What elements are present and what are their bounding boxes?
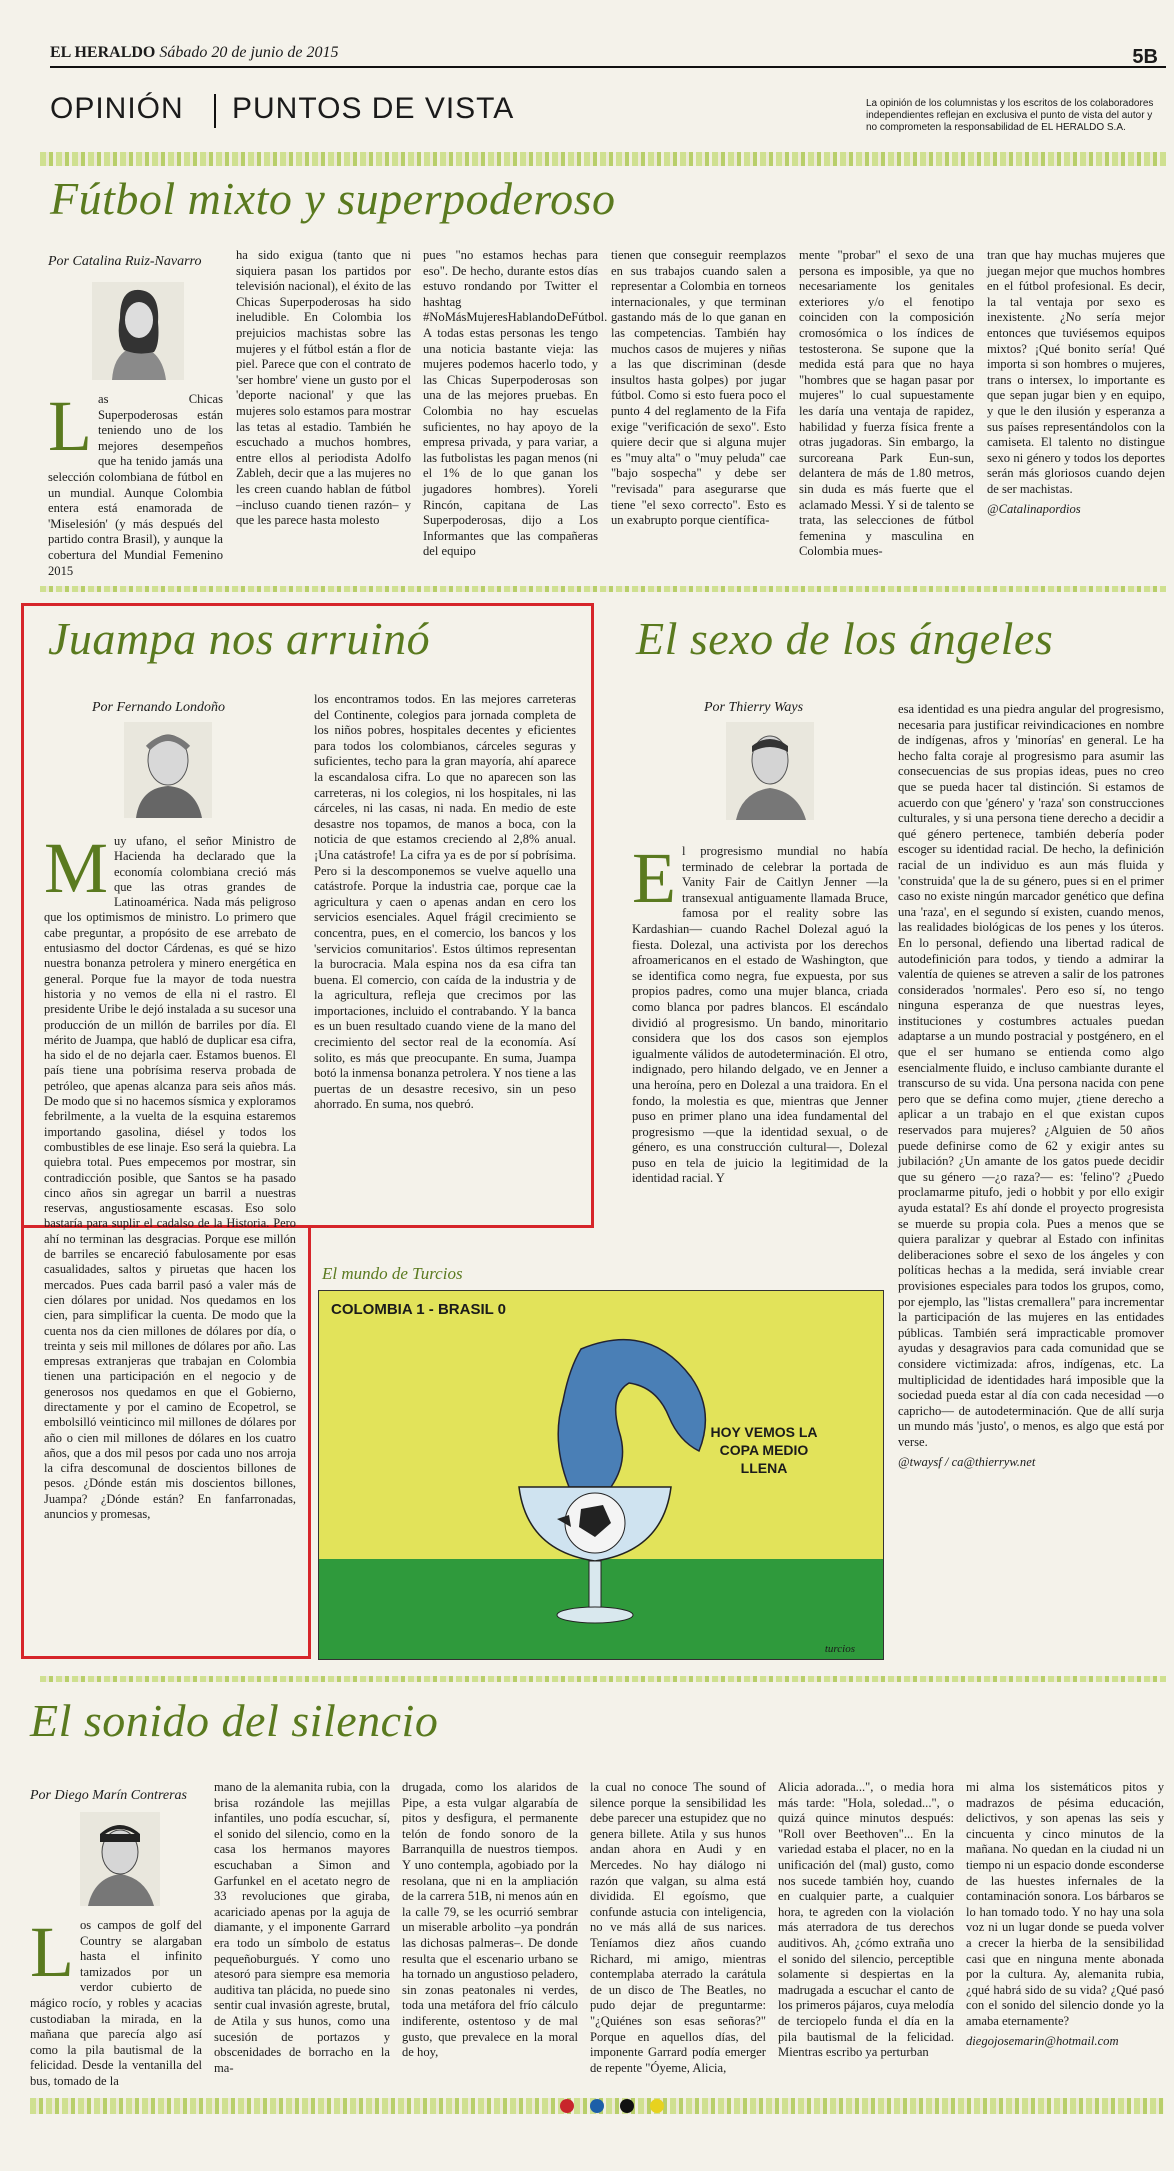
- page-number: 5B: [1132, 46, 1158, 68]
- article2-column-2: los encontramos todos. En las mejores carreteras del Continente, colegios para jornada completa de los niños pobres, hospitales decentes y eficientes para todos los colombianos, cárceles seguras y suficientes, techo para la gran mayoría, ahí aparece la escandalosa cifra. Lo que no aparecen son las carreteras, ni los colegios, ni los hospitales, ni las cárceles, ni las casas, ni nada. En medio de este desastre nos topamos, de manos a boca, con la noticia de que estamos creciendo al 2,8% anual. ¡Una catástrofe! La cifra ya es de por sí pobrísima. Pero si la descomponemos se vuelve aquello una catástrofe. Porque la industria cae, porque cae la agricultura y caen o apenas andan en cero los servicios esenciales. Aquel frágil crecimiento se concentra, pues, en el comercio, los bancos y los 'servicios comunitarios'. Estos últimos representan la burocracia. Mala espina nos da esa cifra tan buena. El comercio, con caída de la industria y de la agricultura, refleja que crecimos por las importaciones, incluido el contrabando. Y la banca es un buen resultado cuando viene de la mano del crecimiento del sector real de la economía. Así solito, es más que preocupante. En suma, Juampa botó la inmensa bonanza petrolera. Y nos tiene a las puertas de un desastre recesivo, sin un peso ahorrado. En suma, nos quebró.: [314, 692, 576, 1112]
- author-photo-londono: [124, 722, 212, 818]
- subsection-title: PUNTOS DE VISTA: [232, 92, 515, 125]
- article4-headline: El sonido del silencio: [30, 1695, 439, 1746]
- article1-column-5: mente "probar" el sexo de una persona es imposible, ya que no necesariamente los genitales exteriores y/o el fenotipo coinciden con la composición cromosómica o los índices de testosterona. Se supone que la medida está para que no haya "hombres que se hagan pasar por mujeres" lo cual supuestamente les daría una ventaja de rapidez, habilidad y fuerza física frente a otras jugadoras. Sin embargo, la surcoreana Park Eun-sun, delantera de más de 1.80 metros, sin duda es más fuerte que el aclamado Messi. Y si de talento se trata, las selecciones de fútbol femenina y masculina en Colombia mues-: [799, 248, 974, 559]
- article2-byline: Por Fernando Londoño: [92, 700, 225, 715]
- article4-column-3: drugada, como los alaridos de Pipe, a esta vulgar algarabía de pitos y desfigura, el permanente telón de fondo sonoro de la Barranquilla de nuestros tiempos. Y uno contempla, agobiado por la resolana, que ni en la ampliación de la carrera 51B, ni menos aún en la calle 79, se les ocurrió sembrar un miserable arbolito –ya pondrán las dichosas palmeras–. De donde resulta que el escenario urbano se ha tornado un angustioso peladero, sin zonas peatonales ni verdes, toda una metáfora del frío cálculo indiferente, ostentoso y de mal gusto, que prevalece en la moral de hoy,: [402, 1780, 578, 2060]
- article1-byline: Por Catalina Ruiz-Navarro: [48, 254, 202, 269]
- article4-column-6: [966, 1780, 1164, 2049]
- paper-name: EL HERALDO: [50, 44, 156, 61]
- column-text: uy ufano, el señor Ministro de Hacienda ha declarado que la economía colombiana creció más que las otras grandes de Latinoamérica. Nada más peligroso que los optimismos de ministro. Lo primero que cabe preguntar, a propósito de ese arrebato de entusiasmo del doctor Cárdenas, es qué se hizo nuestra bonanza petrolera y minero energética en general. Porque fue la mayor de toda nuestra historia y no vemos de ella ni el rastro. El presidente Uribe le dejó instalada a su sucesor una producción de un millón de barriles por día. El mérito de Juampa, que habló de duplicar esa cifra, ha sido el de no dejarla caer. Estamos buenos. El país tiene una pobrísima reserva probada de petróleo, que apenas alcanza para seis años más. De modo que si no hacemos sísmica y exploramos febrilmente, a la vuelta de la esquina estaremos importando gasolina, diésel y todos los combustibles de ese linaje. Eso será la quiebra. La quiebra total. Pues empecemos por mostrar, sin contradicción posible, que Santos se ha pasado cinco años sin agregar un barril a nuestras reservas, angustiosamente escasas. Eso solo bastaría para suplir el cadalso de la Historia. Pero ahí no terminan las desgracias. Porque ese millón de barriles se encareció fabulosamente por esas casualidades, saltos y piruetas que hacen los mercados. Pues cada barril pasó a valer más de cien dólares por unidad. Nos quedamos en los cien, para simplificar la cuenta. De modo que la cuenta nos da cien millones de dólares por día, o treinta y seis mil millones de dólares por año. Las empresas extranjeras que trabajan en Colombia tienen una participación en el negocio y de generosos nos quedamos en que el Gobierno, directamente y por el camino de Ecopetrol, se embolsilló veinticinco mil millones de dólares por año o cien mil millones de dólares en los cuatro años, que a dos mil pesos por cada uno nos arroja la cifra descomunal de doscientos billones de pesos. ¿Dónde están mis doscientos billones, Juampa? ¿Dónde están? En fanfarronadas, anuncios y promesas,: [44, 834, 296, 1522]
- divider-stripe-1: [40, 586, 1166, 592]
- article3-signature: @twaysf / ca@thierryw.net: [898, 1454, 1036, 1469]
- header-stripe: [40, 152, 1166, 166]
- issue-date: Sábado 20 de junio de 2015: [159, 44, 339, 61]
- article4-signature: diegojosemarin@hotmail.com: [966, 2033, 1119, 2048]
- author-photo-marin: [80, 1812, 160, 1906]
- article4-byline: Por Diego Marín Contreras: [30, 1788, 187, 1803]
- masthead-paper-date: [50, 44, 338, 62]
- author-photo-ways: [726, 722, 814, 820]
- article2-headline: Juampa nos arruinó: [48, 613, 431, 664]
- dropcap: E: [632, 838, 676, 918]
- cartoon-signature: turcios: [824, 1643, 855, 1655]
- article3-headline: El sexo de los ángeles: [636, 613, 1054, 664]
- dropcap: L: [48, 386, 92, 466]
- author-photo-ruiz-navarro: [92, 282, 184, 380]
- column-text: tran que hay muchas mujeres que juegan mejor que muchos hombres en el fútbol profesional. Es decir, la tal ventaja por sexo es inexistente. ¿No sería mejor entonces que tuviésemos equipos mixtos? ¡Qué bonito sería! Qué importa si son hombres o mujeres, trans o intersex, lo importante es que sepan jugar bien y en equipo, y que le den ilusión y esperanza a sus países representándolos con la camiseta. El talento no distingue sexo ni género y todos los deportes serán más gloriosos cuando dejen de ser machistas.: [987, 248, 1165, 496]
- section-title: OPINIÓN: [50, 92, 184, 125]
- disclaimer: La opinión de los columnistas y los escritos de los colaboradores independientes reflejan en exclusiva el punto de vista del autor y no comprometen la responsabilidad de EL HERALDO S.A.: [866, 98, 1154, 133]
- dropcap: M: [44, 828, 109, 908]
- article3-column-1: [632, 838, 888, 1187]
- cartoon-panel: [318, 1290, 884, 1660]
- column-text: mi alma los sistemáticos pitos y madrazos de pésima educación, delictivos, y son apenas las seis y cincuenta y cinco minutos de la mañana. No quedan en la ciudad ni un tiempo ni un espacio donde esconderse de las huestes infernales de la contaminación sonora. Los bárbaros se lo han tomado todo. Y no hay una sola voz ni un lugar donde se pueda volver a crecer la hierba de la sensibilidad casi que en ninguna mente abonada por la cultura. Ay, alemanita rubia, ¿qué habrá sido de su vida? ¿Qué pasó con el sonido del silencio donde yo la amaba eternamente?: [966, 1780, 1164, 2028]
- cartoon-caption: HOY VEMOS LA COPA MEDIO LLENA: [710, 1424, 818, 1476]
- article1-column-2: ha sido exigua (tanto que ni siquiera pasan los partidos por televisión nacional), el éxito de las Chicas Superpoderosas ha sido ineludible. En Colombia los prejuicios machistas sobre las mujeres y el fútbol están a flor de piel. Parece que con el contrato de 'ser hombre' viene un gusto por el 'deporte nacional' y que las mujeres solo estamos para mostrar las tetas al estadio. También he escuchado a muchos hombres, entre ellos al periodista Adolfo Zableh, decir que a las mujeres no les creen cuando hablan de fútbol –incluso cuando tienen razón– y que les parece hasta molesto: [236, 248, 411, 528]
- article3-byline: Por Thierry Ways: [704, 700, 804, 715]
- article3-column-2: [898, 702, 1164, 1470]
- article4-column-4: la cual no conoce The sound of silence porque la sensibilidad les debe parecer una estupidez que no genera billete. Atila y sus hunos andan ahora en Audi y en Mercedes. No hay diálogo ni razón que valgan, su alma está dividida. El egoísmo, que confunde astucia con inteligencia, no ve más allá de sus narices. Teníamos diez años cuando Richard, mi amigo, mientras contemplaba aterrado la carátula de un disco de The Beatles, no pudo dejar de preguntarme: "¿Quiénes son esas señoras?" Porque en aquellos días, del imponente Garrard podía emerger de repente "Óyeme, Alicia,: [590, 1780, 766, 2075]
- cartoon-score: COLOMBIA 1 - BRASIL 0: [331, 1301, 507, 1318]
- article2-column-1: [44, 828, 296, 1522]
- article4-column-1: [30, 1912, 202, 2090]
- registration-mark-yellow: [650, 2099, 664, 2113]
- masthead-rule: [50, 66, 1166, 68]
- article1-headline: Fútbol mixto y superpoderoso: [50, 173, 616, 224]
- registration-mark-black: [620, 2099, 634, 2113]
- article1-column-6: [987, 248, 1165, 517]
- section-divider: [214, 94, 216, 128]
- column-text: l progresismo mundial no había terminado de celebrar la portada de Vanity Fair de Caitlyn Jenner —la transexual antiguamente llamada Bruce, famosa por el reality sobre las Kardashian— cuando Rachel Dolezal aguó la fiesta. Dolezal, una activista por los derechos afroamericanos en el estado de Washington, que se identifica como negra, fue expuesta, por sus propios padres, como una mujer blanca, criada como blanca por padres blancos. El escándalo dividió al progresismo. Un bando, minoritario considera que los dos casos son ejemplos igualmente válidos de autodeterminación. El otro, indignado, pero hilando delgado, ve en Jenner a una heroína, pero en Dolezal a una traidora. En el fondo, la molestia es que, mientras que Jenner puso en primer plano una idea fundamental del progresismo —que la identidad sexual, o de género, es una construcción cultural—, Dolezal puso en tela de juicio la legitimidad de la identidad racial. Y: [632, 844, 888, 1186]
- article1-signature: @Catalinapordios: [987, 501, 1081, 516]
- article1-column-1: [48, 386, 223, 579]
- registration-mark-red: [560, 2099, 574, 2113]
- article4-column-5: Alicia adorada...", o media hora más tarde: "Hola, soledad...", o quizá quince minutos después: "Roll over Beethoven"... En la variedad estaba el placer, no en la unificación del (mal) gusto, como nos sucede también hoy, cuando en cualquier parte, a cualquier hora, te agreden con la violación más aterradora de tus derechos auditivos. Ah, ¿cómo extraña uno el sonido del silencio, perceptible solamente si despiertas en la madrugada a escuchar el canto de los primeros pájaros, cuya melodía de terciopelo funda el día en la pila bautismal de la felicidad. Mientras escribo ya perturban: [778, 1780, 954, 2060]
- column-text: as Chicas Superpoderosas están teniendo uno de los mejores desempeños que ha tenido jamás una selección colombiana de fútbol en un mundial. Aunque Colombia entera está enamorada de 'Miselesión' (y más después del partido contra Brasil), y aunque la cobertura del Mundial Femenino 2015: [48, 392, 223, 578]
- article4-column-2: mano de la alemanita rubia, con la brisa rozándole las mejillas infantiles, uno podía escuchar, sí, el sonido del silencio, como en la casa los hermanos mayores escuchaban a Simon and Garfunkel en el acetato negro de 33 revoluciones que giraba, acariciado apenas por la aguja de diamante, y el imponente Garrard era todo un símbolo de estatus pequeñoburgués. Y como uno atesoró para siempre esa memoria auditiva tan plácida, no puede sino sentir cual invasión agreste, brutal, de Atila y sus hunos, como una sucesión de portazos y obscenidades de borracho en la ma-: [214, 1780, 390, 2075]
- article1-column-4: tienen que conseguir reemplazos en sus trabajos cuando salen a representar a Colombia en torneos internacionales, y que terminan gastando más de lo que ganan en las competencias. También hay muchos casos de mujeres y niñas a las que discriminan (desde insultos hasta golpes) por jugar fútbol. Como si esto fuera poco el punto 4 del reglamento de la Fifa exige "verificación de sexo". Esto quiere decir que si alguna mujer es "muy alta" o "muy peluda" cae "bajo sospecha" y debe ser "revisada" para asegurarse que tiene "el sexo correcto". Esto es un exabrupto porque científica-: [611, 248, 786, 528]
- article1-column-3: pues "no estamos hechas para eso". De hecho, durante estos días estuvo rondando por Twitter el hashtag #NoMásMujeresHablandoDeFútbol. A todas estas personas les tengo una noticia bastante vieja: las mujeres podemos hacerlo todo, y las Chicas Superpoderosas son una de las mejores pruebas. En Colombia no hay escuelas suficientes, no hay apoyo de la empresa privada, y para variar, a las futbolistas les pagan menos (ni el 1% de lo que ganan los jugadores hombres). Yoreli Rincón, capitana de Las Superpoderosas, dijo a Los Informantes que las compañeras del equipo: [423, 248, 608, 559]
- divider-stripe-2: [40, 1676, 1166, 1682]
- dropcap: L: [30, 1912, 74, 1992]
- column-text: esa identidad es una piedra angular del progresismo, necesaria para justificar reivindicaciones en nombre de indígenas, afros y 'minorías' en general. Le ha hecho falta coraje al progresismo para asumir las consecuencias de sus propias ideas, pues no creo que se pueda hacer tal distinción. Si estamos de acuerdo con que 'género' y 'raza' son construcciones culturales, y si una persona tiene derecho a decidir a qué género pertenece, también debería poder escoger su identidad racial. De hecho, la definición racial de un individuo es aun más fluida y 'construida' que la de su género, pues si en el primer caso no existe ningún marcador genético que defina una 'raza', en el segundo sí existen, cuando menos, las realidades biológicas de los penes y los úteros. En lo personal, defiendo una libertad radical de autodefinición para todos, y tiendo a admirar la valentía de quienes se atreven a salir de los patrones considerados 'normales'. Pero eso sí, no tengo ninguna esperanza de que nuestras leyes, instituciones y costumbres actuales puedan adaptarse a un mundo postracial y postgénero, en el que el ser humano se entienda como algo esencialmente fluido, e incluso cambiante durante el transcurso de su vida. Una persona nacida con pene pero que se defina como mujer, ¿tiene derecho a aplicar a un trabajo en el que existan cupos reservados para mujeres? ¿Alguien de 50 años puede definirse como de 62 y exigir antes su jubilación? ¿Un amante de los gatos puede decidir que su género —¿o raza?— es: 'felino'? ¿Puedo proclamarme pitufo, jedi o hobbit y por ello exigir ayuda estatal? Es ahí donde el proyecto progresista se muerde su propia cola. Pues a menos que se quiera paralizar y quebrar al Estado con infinitas deliberaciones sobre el sexo de los ángeles y con políticas hechas a la medida, será inviable crear provisiones especiales para todos los grupos, como, por ejemplo, las "listas cremallera" para incrementar la participación de las mujeres en las entidades públicas. También será impracticable promover ayudas y desagravios para cada comunidad que se considere victimizada: afros, indígenas, etc. La multiplicidad de identidades hará imposible que la sociedad pueda estar al día con cada necesidad —o capricho— de autodeterminación. Que de allí surja un mundo más 'justo', o menos, es algo que está por verse.: [898, 702, 1164, 1449]
- cartoon-header: El mundo de Turcios: [322, 1264, 463, 1283]
- registration-mark-blue: [590, 2099, 604, 2113]
- column-text: os campos de golf del Country se alargaban hasta el infinito tamizados por un verdor cubierto de mágico rocío, y robles y acacias custodiaban la mirada, en la mañana que parecía algo así como la pila bautismal de la felicidad. Desde la ventanilla del bus, tomado de la: [30, 1918, 202, 2088]
